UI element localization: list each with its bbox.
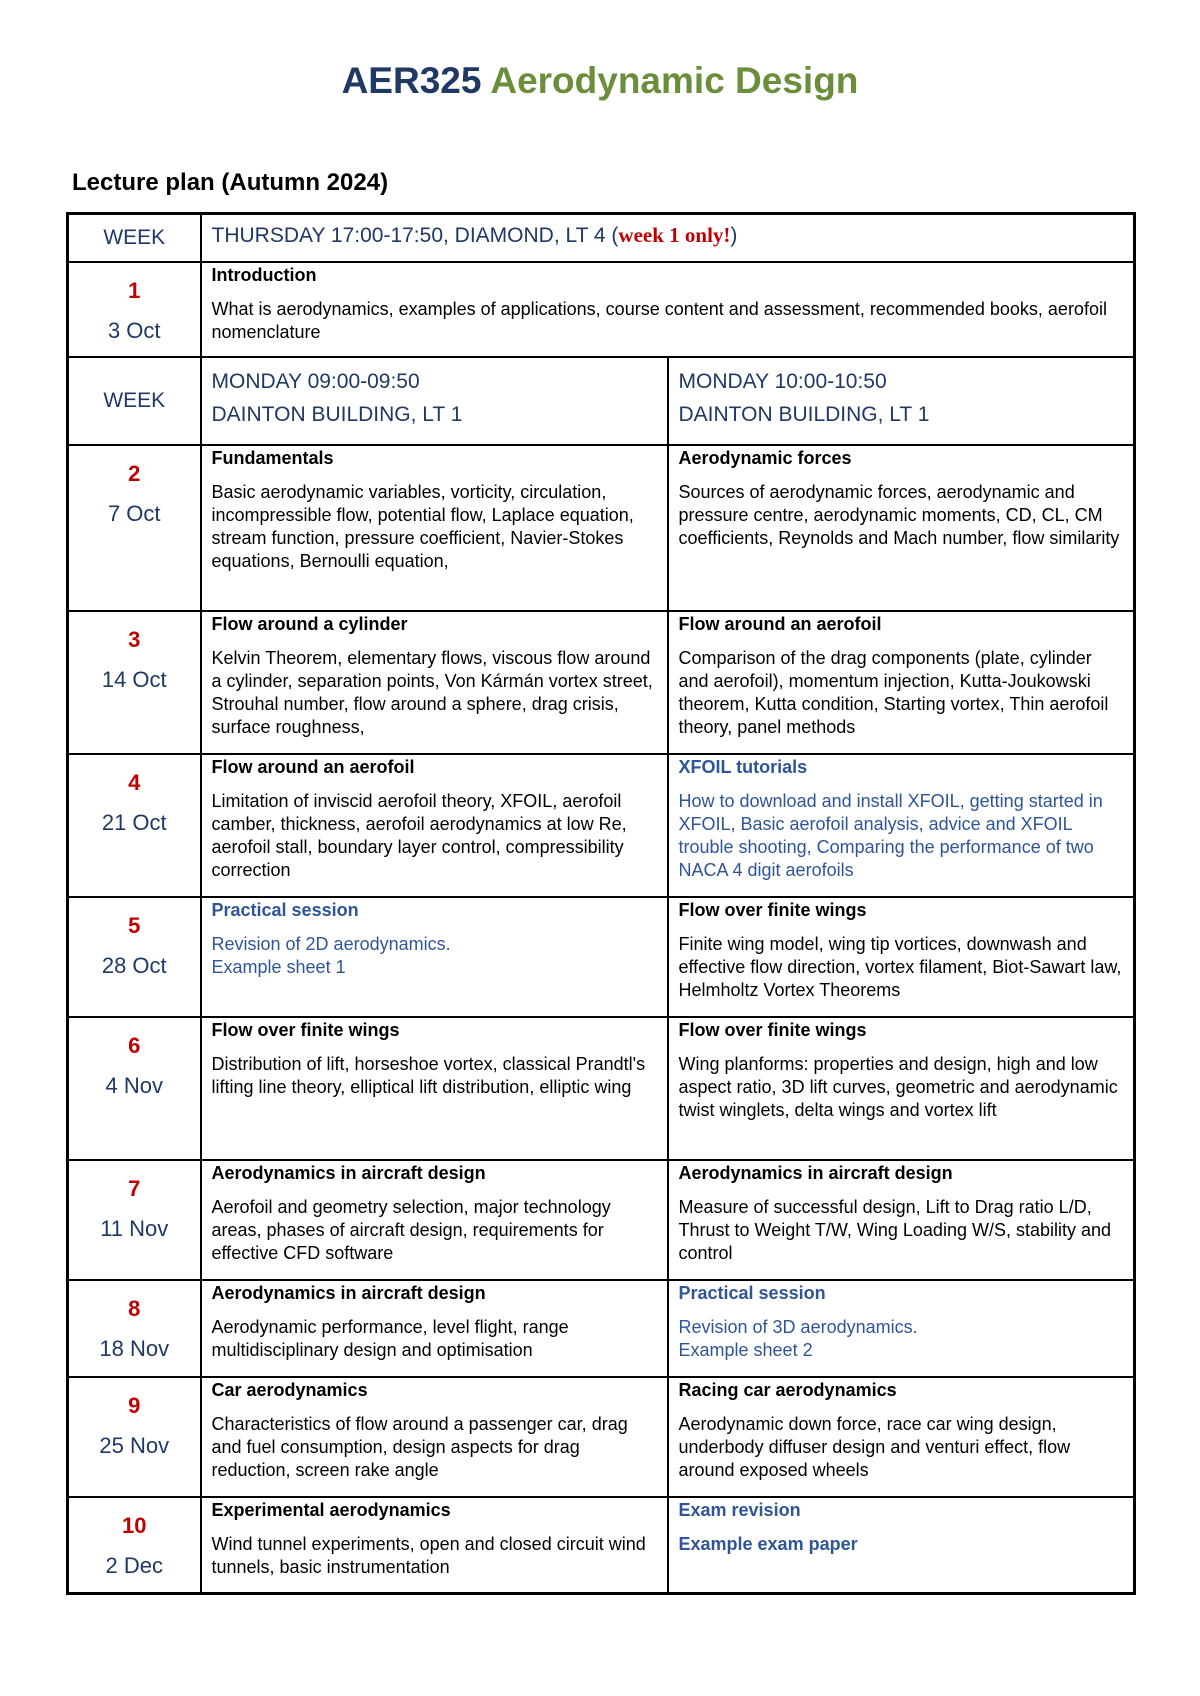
lecture-description: Wing planforms: properties and design, high and low aspect ratio, 3D lift curves, geometric and aerodynamic twist winglets, delta wings and vortex lift (678, 1053, 1118, 1120)
week-row-9 (68, 1377, 1135, 1497)
lecture-description: Finite wing model, wing tip vortices, downwash and effective flow direction, vortex filament, Biot-Sawart law, Helmholtz Vortex Theorems (678, 933, 1122, 1000)
slot-time: MONDAY 10:00-10:50 (678, 369, 887, 393)
lecture-description: Revision of 3D aerodynamics. (678, 1316, 918, 1337)
lecture-cell-right (668, 1160, 1135, 1280)
lecture-cell-left (201, 611, 668, 754)
week-number: 1 (128, 277, 141, 303)
week-date: 2 Dec (105, 1552, 163, 1578)
lecture-description: Distribution of lift, horseshoe vortex, classical Prandtl's lifting line theory, elliptical lift distribution, elliptic wing (211, 1053, 646, 1097)
week-cell (68, 1280, 201, 1377)
week-one-note: week 1 only! (618, 223, 731, 247)
lecture-cell-right (668, 1017, 1135, 1160)
week-cell (68, 611, 201, 754)
lecture-description-extra: Example sheet 2 (678, 1339, 813, 1360)
lecture-title: Practical session (678, 1282, 826, 1303)
lecture-cell-left (201, 1160, 668, 1280)
lecture-cell-right (668, 1377, 1135, 1497)
lecture-cell-right (668, 1497, 1135, 1594)
lecture-description: Limitation of inviscid aerofoil theory, XFOIL, aerofoil camber, thickness, aerofoil aerodynamics at low Re, aerofoil stall, boundary layer control, compressibility correction (211, 790, 627, 880)
week-cell (68, 1377, 201, 1497)
lecture-description: Wind tunnel experiments, open and closed circuit wind tunnels, basic instrumentation (211, 1533, 646, 1577)
lecture-title: Introduction (211, 264, 317, 285)
lecture-title: Flow around an aerofoil (678, 613, 882, 634)
week-date: 14 Oct (101, 666, 167, 692)
lecture-description: Example exam paper (678, 1533, 858, 1554)
week-number: 5 (128, 912, 141, 938)
slot-location: DAINTON BUILDING, LT 1 (678, 402, 930, 426)
lecture-cell-left (201, 754, 668, 897)
week-number: 7 (128, 1175, 141, 1201)
lecture-title: Aerodynamics in aircraft design (678, 1162, 953, 1183)
week-date: 4 Nov (105, 1072, 163, 1098)
lecture-title: Exam revision (678, 1499, 801, 1520)
lecture-cell-left (201, 1017, 668, 1160)
lecture-description: Kelvin Theorem, elementary flows, viscous flow around a cylinder, separation points, Von Kármán vortex street, Strouhal number, flow around a sphere, drag crisis, surface roughness, (211, 647, 653, 737)
lecture-title: Flow around a cylinder (211, 613, 408, 634)
monday-early-slot-header (201, 357, 668, 445)
lecture-cell-left (201, 897, 668, 1017)
lecture-cell-right (668, 897, 1135, 1017)
lecture-cell-left (201, 1280, 668, 1377)
lecture-cell-left (201, 445, 668, 611)
week-date: 21 Oct (101, 809, 167, 835)
lecture-title: Aerodynamics in aircraft design (211, 1282, 486, 1303)
week-date: 7 Oct (107, 500, 161, 526)
lecture-description: Aerodynamic performance, level flight, range multidisciplinary design and optimisation (211, 1316, 569, 1360)
lecture-description: Sources of aerodynamic forces, aerodynamic and pressure centre, aerodynamic moments, CD, CL, CM coefficients, Reynolds and Mach number, flow similarity (678, 481, 1120, 548)
week-number: 2 (128, 460, 141, 486)
week-cell (68, 754, 201, 897)
lecture-description: Comparison of the drag components (plate, cylinder and aerofoil), momentum injection, Kutta-Joukowski theorem, Kutta condition, Starting vortex, Thin aerofoil theory, panel methods (678, 647, 1109, 737)
week-date: 28 Oct (101, 952, 167, 978)
week-cell (68, 1160, 201, 1280)
lecture-cell-left (201, 1497, 668, 1594)
week-row-10 (68, 1497, 1135, 1594)
lecture-description: Characteristics of flow around a passenger car, drag and fuel consumption, design aspects for drag reduction, screen rake angle (211, 1413, 628, 1480)
week-number: 4 (128, 769, 141, 795)
week-number: 10 (122, 1512, 147, 1538)
week-date: 3 Oct (107, 317, 161, 343)
week-column-header: WEEK (68, 357, 201, 445)
week-cell (68, 897, 201, 1017)
document-title (0, 58, 1200, 104)
week-date: 18 Nov (99, 1335, 170, 1361)
week-row-2 (68, 445, 1135, 611)
week-row-4 (68, 754, 1135, 897)
week-date: 25 Nov (99, 1432, 170, 1458)
week-row-6 (68, 1017, 1135, 1160)
lecture-description: Basic aerodynamic variables, vorticity, circulation, incompressible flow, potential flow, Laplace equation, stream function, pressure coefficient, Navier-Stokes equations, Bernoulli equation, (211, 481, 634, 571)
lecture-cell-left (201, 1377, 668, 1497)
lecture-title: Car aerodynamics (211, 1379, 368, 1400)
week-row-5 (68, 897, 1135, 1017)
lecture-title: Flow over finite wings (211, 1019, 400, 1040)
lecture-title: Experimental aerodynamics (211, 1499, 451, 1520)
monday-header-row (68, 357, 1135, 445)
week-number: 9 (128, 1392, 141, 1418)
lecture-description-extra: Example sheet 1 (211, 956, 346, 977)
lecture-title: Fundamentals (211, 447, 334, 468)
thursday-header-row (68, 214, 1135, 262)
lecture-plan-heading: Lecture plan (Autumn 2024) (72, 169, 389, 196)
course-code: AER325 (341, 60, 482, 101)
week-column-header: WEEK (68, 214, 201, 262)
week-cell (68, 1497, 201, 1594)
lecture-description: What is aerodynamics, examples of applications, course content and assessment, recommended books, aerofoil nomenclature (211, 298, 1107, 342)
week-number: 6 (128, 1032, 141, 1058)
lecture-cell-right (668, 1280, 1135, 1377)
lecture-title: XFOIL tutorials (678, 756, 808, 777)
lecture-title: Aerodynamics in aircraft design (211, 1162, 486, 1183)
lecture-cell-right (668, 445, 1135, 611)
course-name: Aerodynamic Design (490, 60, 859, 101)
week-cell (68, 1017, 201, 1160)
lecture-description: Aerofoil and geometry selection, major technology areas, phases of aircraft design, requirements for effective CFD software (211, 1196, 611, 1263)
week-number: 3 (128, 626, 141, 652)
lecture-description: Aerodynamic down force, race car wing design, underbody diffuser design and venturi effect, flow around exposed wheels (678, 1413, 1071, 1480)
lecture-title: Practical session (211, 899, 359, 920)
week-cell (68, 262, 201, 357)
lecture-plan-table (66, 212, 1136, 1595)
week-cell (68, 445, 201, 611)
lecture-title: Racing car aerodynamics (678, 1379, 897, 1400)
week-row-1 (68, 262, 1135, 357)
lecture-cell (201, 262, 1135, 357)
week-number: 8 (128, 1295, 141, 1321)
lecture-title: Aerodynamic forces (678, 447, 852, 468)
week-row-8 (68, 1280, 1135, 1377)
week-row-3 (68, 611, 1135, 754)
lecture-description: Measure of successful design, Lift to Drag ratio L/D, Thrust to Weight T/W, Wing Loading W/S, stability and control (678, 1196, 1112, 1263)
slot-location: DAINTON BUILDING, LT 1 (211, 402, 463, 426)
thursday-slot-header (201, 214, 1135, 262)
thursday-slot-close: ) (730, 224, 738, 247)
lecture-cell-right (668, 754, 1135, 897)
lecture-description: How to download and install XFOIL, getting started in XFOIL, Basic aerofoil analysis, advice and XFOIL trouble shooting, Comparing the performance of two NACA 4 digit aerofoils (678, 790, 1103, 880)
week-row-7 (68, 1160, 1135, 1280)
slot-time: MONDAY 09:00-09:50 (211, 369, 420, 393)
lecture-title: Flow over finite wings (678, 1019, 867, 1040)
lecture-title: Flow over finite wings (678, 899, 867, 920)
thursday-slot-text: THURSDAY 17:00-17:50, DIAMOND, LT 4 ( (211, 224, 619, 247)
lecture-cell-right (668, 611, 1135, 754)
lecture-description: Revision of 2D aerodynamics. (211, 933, 451, 954)
lecture-title: Flow around an aerofoil (211, 756, 415, 777)
week-date: 11 Nov (100, 1215, 169, 1241)
monday-late-slot-header (668, 357, 1135, 445)
